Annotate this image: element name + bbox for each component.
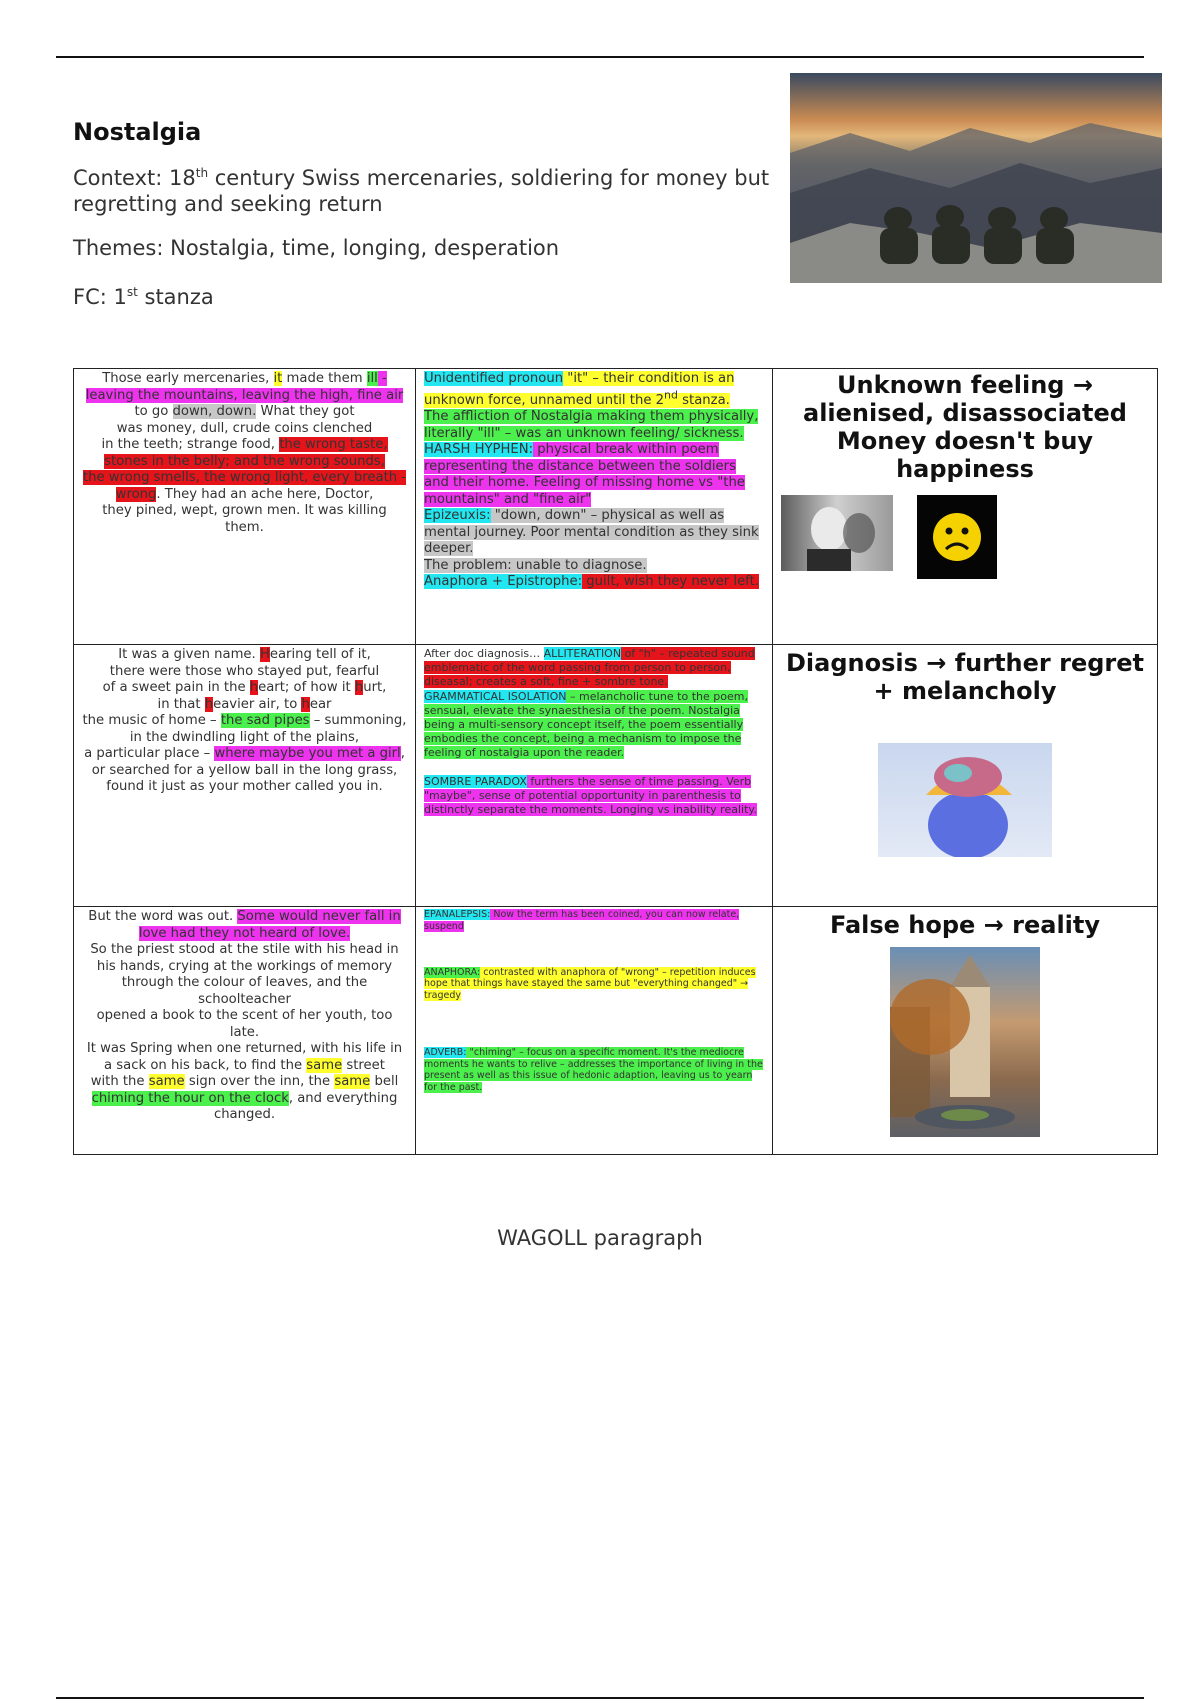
wagoll-heading: WAGOLL paragraph <box>497 1226 703 1250</box>
themes-line: Themes: Nostalgia, time, longing, desperation <box>73 236 560 260</box>
soldiers-mountains-photo <box>790 73 1162 283</box>
bottom-rule <box>56 1697 1144 1699</box>
table-row <box>74 645 1158 907</box>
analysis-table <box>73 368 1158 1155</box>
table-row <box>74 369 1158 645</box>
page-header <box>73 112 773 328</box>
summary-stanza-1 <box>773 369 1158 645</box>
town-street-photo <box>890 947 1040 1137</box>
notes-stanza-1: Unidentified pronoun "it" – their condition is an unknown force, unnamed until the 2nd stanza. The affliction of Nostalgia making them physically, literally "ill" – was an unknown feeling/ sickness. HARSH HYPHEN: physical break within poem representing the distance between the soldiers and their home. Feeling of missing home vs "the mountains" and "fine air" Epizeuxis: "down, down" – physical as well as mental journey. Poor mental condition as they sink deeper. The problem: unable to diagnose. Anaphora + Epistrophe: guilt, wish they never left. <box>416 369 773 645</box>
poem-stanza-1: Those early mercenaries, it made them ill - leaving the mountains, leaving the high, fine air to go down, down. What they got was money, dull, crude coins clenched in the teeth; strange food, the wrong taste, stones in the belly; and the wrong sounds, the wrong smells, the wrong light, every breath - wrong. They had an ache here, Doctor, they pined, wept, grown men. It was killing them. <box>74 369 416 645</box>
summary-title: Diagnosis → further regret + melancholy <box>786 649 1144 705</box>
context-line: Context: 18th century Swiss mercenaries, soldiering for money but regretting and seeking return <box>73 166 770 216</box>
summary-stanza-2 <box>773 645 1158 907</box>
page-title: Nostalgia <box>73 118 202 146</box>
summary-title: Unknown feeling → alienised, disassociated Money doesn't buy happiness <box>803 371 1127 483</box>
portrait-photo <box>781 495 893 571</box>
notes-stanza-2: After doc diagnosis… ALLITERATION of "h" – repeated sound emblematic of the word passing from person to person, diseasal; creates a soft, fine + sombre tone. GRAMMATICAL ISOLATION – melancholic tune to the poem, sensual, elevate the synaesthesia of the poem. Nostalgia being a multi-sensory concept itself, the poem essentially embodies the concept, being a mechanism to impose the feeling of nostalgia upon the reader. SOMBRE PARADOX furthers the sense of time passing. Verb "maybe", sense of potential opportunity in parenthesis to distinctly separate the moments. Longing vs inability reality. <box>416 645 773 907</box>
top-rule <box>56 56 1144 58</box>
brain-head-illustration <box>878 743 1052 857</box>
summary-title: False hope → reality <box>829 911 1101 939</box>
summary-images <box>781 495 1149 579</box>
poem-stanza-2: It was a given name. Hearing tell of it, there were those who stayed put, fearful of a sweet pain in the heart; of how it hurt, in that heavier air, to hear the music of home – the sad pipes – summoning, in the dwindling light of the plains, a particular place – where maybe you met a girl, or searched for a yellow ball in the long grass, found it just as your mother called you in. <box>74 645 416 907</box>
table-row <box>74 907 1158 1155</box>
focus-line: FC: 1st stanza <box>73 285 214 309</box>
summary-stanza-3 <box>773 907 1158 1155</box>
notes-stanza-3: EPANALEPSIS: Now the term has been coined, you can now relate, suspend ANAPHORA: contrasted with anaphora of "wrong" – repetition induces hope that things have stayed the same but "everything changed" → tragedy ADVERB: "chiming" – focus on a specific moment. It's the mediocre moments he wants to relive – addresses the importance of living in the present as well as this issue of hedonic adaption, leaving us to yearn for the past. <box>416 907 773 1155</box>
sad-face-icon <box>917 495 997 579</box>
poem-stanza-3: But the word was out. Some would never fall in love had they not heard of love. So the priest stood at the stile with his head in his hands, crying at the workings of memory through the colour of leaves, and the schoolteacher opened a book to the scent of her youth, too late. It was Spring when one returned, with his life in a sack on his back, to find the same street with the same sign over the inn, the same bell chiming the hour on the clock, and everything changed. <box>74 907 416 1155</box>
